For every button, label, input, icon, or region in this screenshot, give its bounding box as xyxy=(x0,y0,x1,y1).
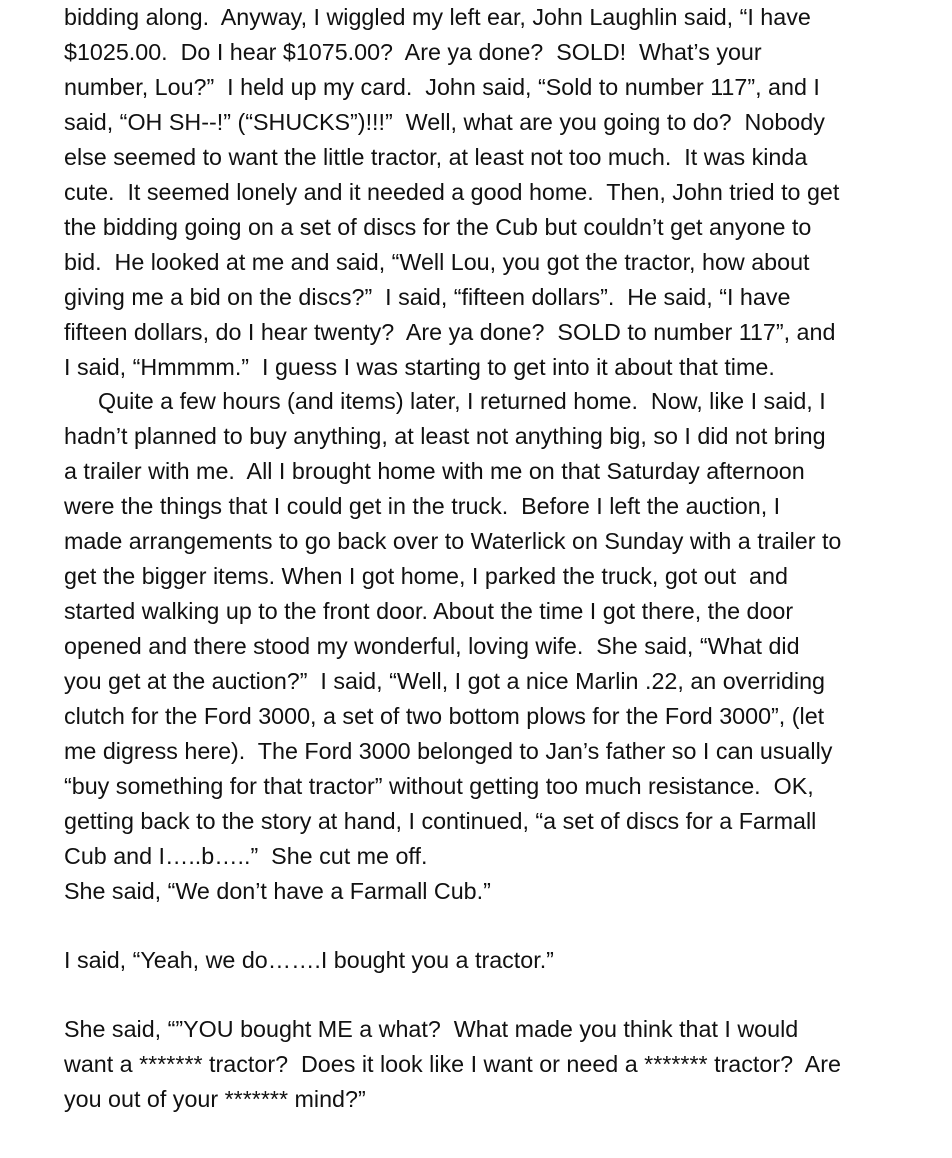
text-line: bid. He looked at me and said, “Well Lou, you got the tractor, how about xyxy=(64,249,810,275)
text-line: giving me a bid on the discs?” I said, “fifteen dollars”. He said, “I have xyxy=(64,284,791,310)
text-line: you out of your ******* mind?” xyxy=(64,1086,366,1112)
text-line: clutch for the Ford 3000, a set of two bottom plows for the Ford 3000”, (let xyxy=(64,703,825,729)
text-line: want a ******* tractor? Does it look like I want or need a ******* tractor? Are xyxy=(64,1051,841,1077)
paragraph-wife-reaction xyxy=(64,1012,924,1117)
text-line: getting back to the story at hand, I continued, “a set of discs for a Farmall xyxy=(64,808,817,834)
text-line: me digress here). The Ford 3000 belonged to Jan’s father so I can usually xyxy=(64,738,833,764)
text-line: were the things that I could get in the truck. Before I left the auction, I xyxy=(64,493,781,519)
paragraph-auction-bidding xyxy=(64,0,924,385)
text-line: Cub and I…..b…..” She cut me off. xyxy=(64,843,428,869)
paragraph-returning-home xyxy=(64,384,924,909)
text-line: I said, “Hmmmm.” I guess I was starting to get into it about that time. xyxy=(64,354,775,380)
text-line: fifteen dollars, do I hear twenty? Are ya done? SOLD to number 117”, and xyxy=(64,319,836,345)
text-line: a trailer with me. All I brought home with me on that Saturday afternoon xyxy=(64,458,805,484)
text-line: I said, “Yeah, we do…….I bought you a tractor.” xyxy=(64,947,554,973)
paragraph-bought-tractor xyxy=(64,943,924,978)
text-line: the bidding going on a set of discs for the Cub but couldn’t get anyone to xyxy=(64,214,812,240)
text-line: cute. It seemed lonely and it needed a good home. Then, John tried to get xyxy=(64,179,840,205)
text-line: number, Lou?” I held up my card. John said, “Sold to number 117”, and I xyxy=(64,74,820,100)
text-line: started walking up to the front door. About the time I got there, the door xyxy=(64,598,794,624)
text-line: get the bigger items. When I got home, I parked the truck, got out and xyxy=(64,563,788,589)
text-line: “buy something for that tractor” without getting too much resistance. OK, xyxy=(64,773,814,799)
text-line: made arrangements to go back over to Waterlick on Sunday with a trailer to xyxy=(64,528,842,554)
text-line: said, “OH SH--!” (“SHUCKS”)!!!” Well, what are you going to do? Nobody xyxy=(64,109,825,135)
text-line: you get at the auction?” I said, “Well, I got a nice Marlin .22, an overriding xyxy=(64,668,826,694)
text-line: $1025.00. Do I hear $1075.00? Are ya done? SOLD! What’s your xyxy=(64,39,762,65)
text-line: bidding along. Anyway, I wiggled my left ear, John Laughlin said, “I have xyxy=(64,4,811,30)
text-line: hadn’t planned to buy anything, at least not anything big, so I did not bring xyxy=(64,423,826,449)
text-line: She said, “We don’t have a Farmall Cub.” xyxy=(64,878,491,904)
text-line: else seemed to want the little tractor, at least not too much. It was kinda xyxy=(64,144,808,170)
text-line: She said, “”YOU bought ME a what? What made you think that I would xyxy=(64,1016,799,1042)
text-line: Quite a few hours (and items) later, I returned home. Now, like I said, I xyxy=(98,388,826,414)
text-line: opened and there stood my wonderful, loving wife. She said, “What did xyxy=(64,633,800,659)
